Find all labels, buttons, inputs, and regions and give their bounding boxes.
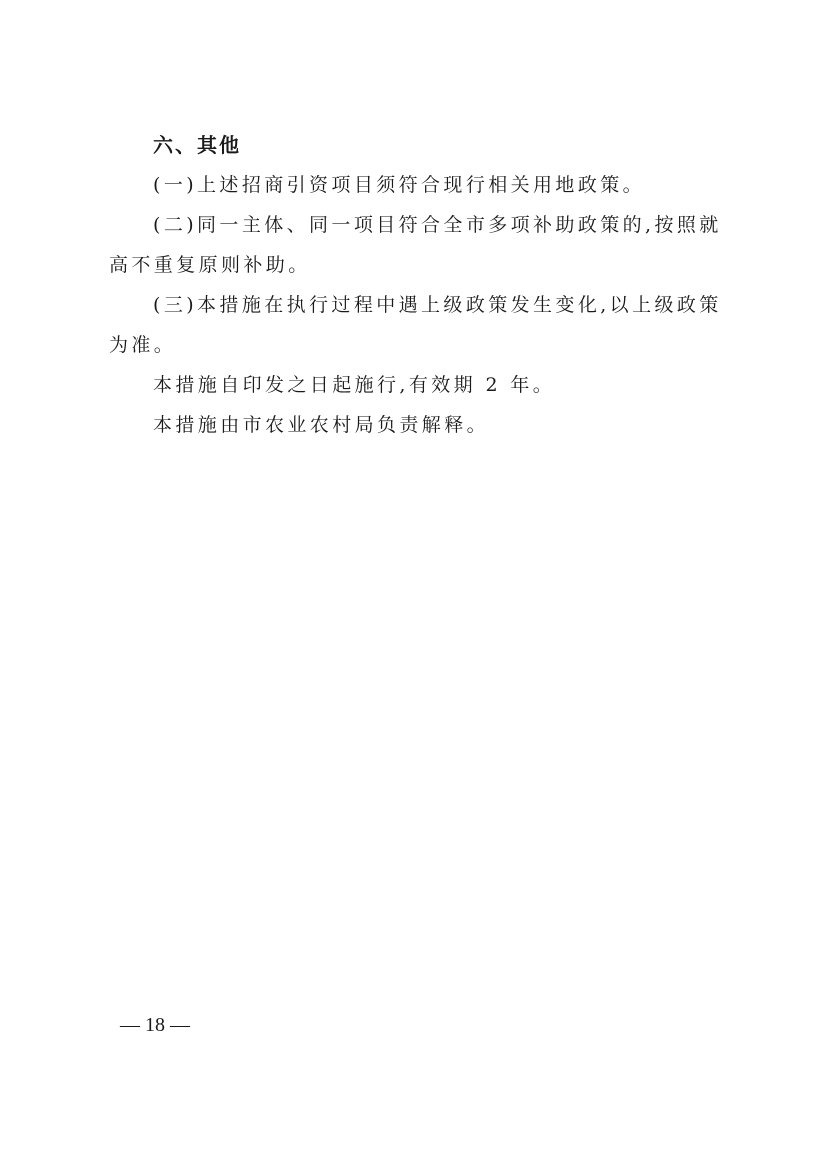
section-heading: 六、其他 <box>153 133 241 157</box>
clause-3-line-1: (三)本措施在执行过程中遇上级政策发生变化,以上级政策 <box>153 294 722 316</box>
clause-2-line-2: 高不重复原则补助。 <box>109 254 311 276</box>
interpretation-paragraph: 本措施由市农业农村局负责解释。 <box>153 414 490 436</box>
effective-date-paragraph: 本措施自印发之日起施行,有效期 2 年。 <box>153 374 556 396</box>
clause-3-line-2: 为准。 <box>109 334 177 356</box>
page-number: — 18 — <box>120 1014 190 1036</box>
clause-1: (一)上述招商引资项目须符合现行相关用地政策。 <box>153 174 646 196</box>
clause-2-line-1: (二)同一主体、同一项目符合全市多项补助政策的,按照就 <box>153 214 722 236</box>
